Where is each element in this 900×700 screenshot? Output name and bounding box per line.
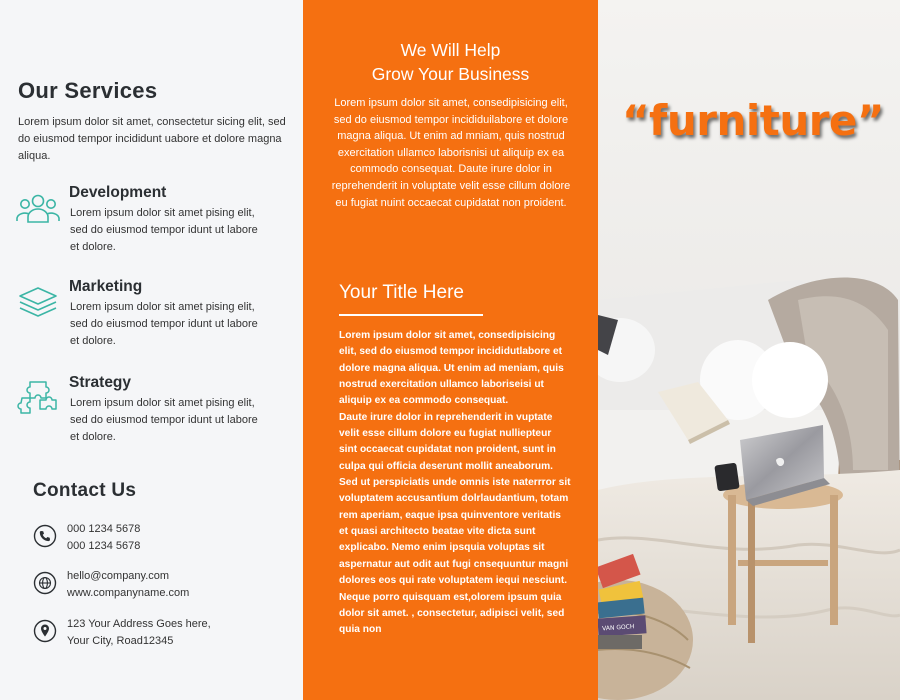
contact-text [67,568,189,602]
puzzle-icon [14,378,62,418]
middle-panel [303,0,598,700]
service-development [14,184,294,264]
address-line: Your City, Road12345 [67,635,174,647]
right-panel [598,0,900,700]
service-title: Strategy [69,374,132,391]
website-link[interactable]: www.companyname.com [67,587,190,599]
phone-icon [33,524,57,548]
mid-title: Your Title Here [339,282,464,303]
service-title: Marketing [69,278,143,295]
body-paragraph: Daute irure dolor in reprehenderit in vuptate velit esse cillum dolore eu fugiat nulliepteur sint occaecat cupidatat non proident, sunt in culpa qui officia deserunt mollit aneaborum. Sed ut perspiciatis unde omnis iste naterrror sit voluptatem accusantium dolrlaudantium, totam rem aperiam, eaque ipsa quinventore veritatis et quasi architecto beatae vite dicta sunt explicabo. Nemo enim ipsquia voluptas sit aspernatur aut odit aut fugi cnsequuntur magni dolores eos qui rate voluptatem iequi nesciunt. Neque porro quisquam est,olorem ipsum quia dolor sit amet. , consectetur, adipisci velit, sed quia non [339,411,571,636]
services-intro: Lorem ipsum dolor sit amet, consectetur sicing elit, sed do eiusmod tempor incididunt uabore et dolore magna aliqua. [18,116,286,162]
contact-text [67,521,140,555]
body-paragraph: Lorem ipsum dolor sit amet, consedipisicing elit, sed do eiusmod tempor incididutlabore et dolore magna aliqua. Ut enim ad meniam, quis nostrud exercitation ullamco laboriseisi ut aliquip ex ea commodo consequat. [339,330,564,407]
services-title: Our Services [18,78,158,103]
layers-icon [14,282,62,322]
service-strategy [14,374,294,454]
service-desc: Lorem ipsum dolor sit amet pising elit, sed do eiusmod tempor idunt ut labore et dolore. [70,301,258,347]
contact-text [67,616,211,650]
users-icon [14,188,62,228]
service-desc: Lorem ipsum dolor sit amet pising elit, sed do eiusmod tempor idunt ut labore et dolore. [70,397,258,443]
title-underline [339,314,483,316]
location-pin-icon [33,619,57,643]
contact-phone [33,521,283,561]
contact-address [33,616,283,656]
phone-number: 000 1234 5678 [67,523,141,535]
email-link[interactable]: hello@company.com [67,570,170,582]
contact-web [33,568,283,608]
furniture-headline: “furniture” [621,96,885,145]
left-panel [0,0,303,700]
book-spine-text: VAN GOCH [601,623,635,633]
contact-title: Contact Us [33,480,137,501]
address-line: 123 Your Address Goes here, [67,618,211,630]
mid-heading [303,38,598,86]
mid-body [339,328,571,639]
phone-number: 000 1234 5678 [67,540,141,552]
mid-intro: Lorem ipsum dolor sit amet, consedipisicing elit, sed do eiusmod tempor incididuilabore et dolore magna aliqua. Ut enim ad mniam, quis nostrud exercitation ullamco laborisnisi ut aliquip ex ea commodo consequat. Daute irure dolor in reprehenderit in voluptate velit esse cillum dolore eu fugiat nuint occaecat cupidatat non proident. [331,97,571,209]
service-marketing [14,278,294,358]
service-title: Development [69,184,167,201]
service-desc: Lorem ipsum dolor sit amet pising elit, sed do eiusmod tempor idunt ut labore et dolore. [70,207,258,253]
mid-heading-line: Grow Your Business [371,64,530,84]
mid-heading-line: We Will Help [400,40,501,60]
globe-icon [33,571,57,595]
